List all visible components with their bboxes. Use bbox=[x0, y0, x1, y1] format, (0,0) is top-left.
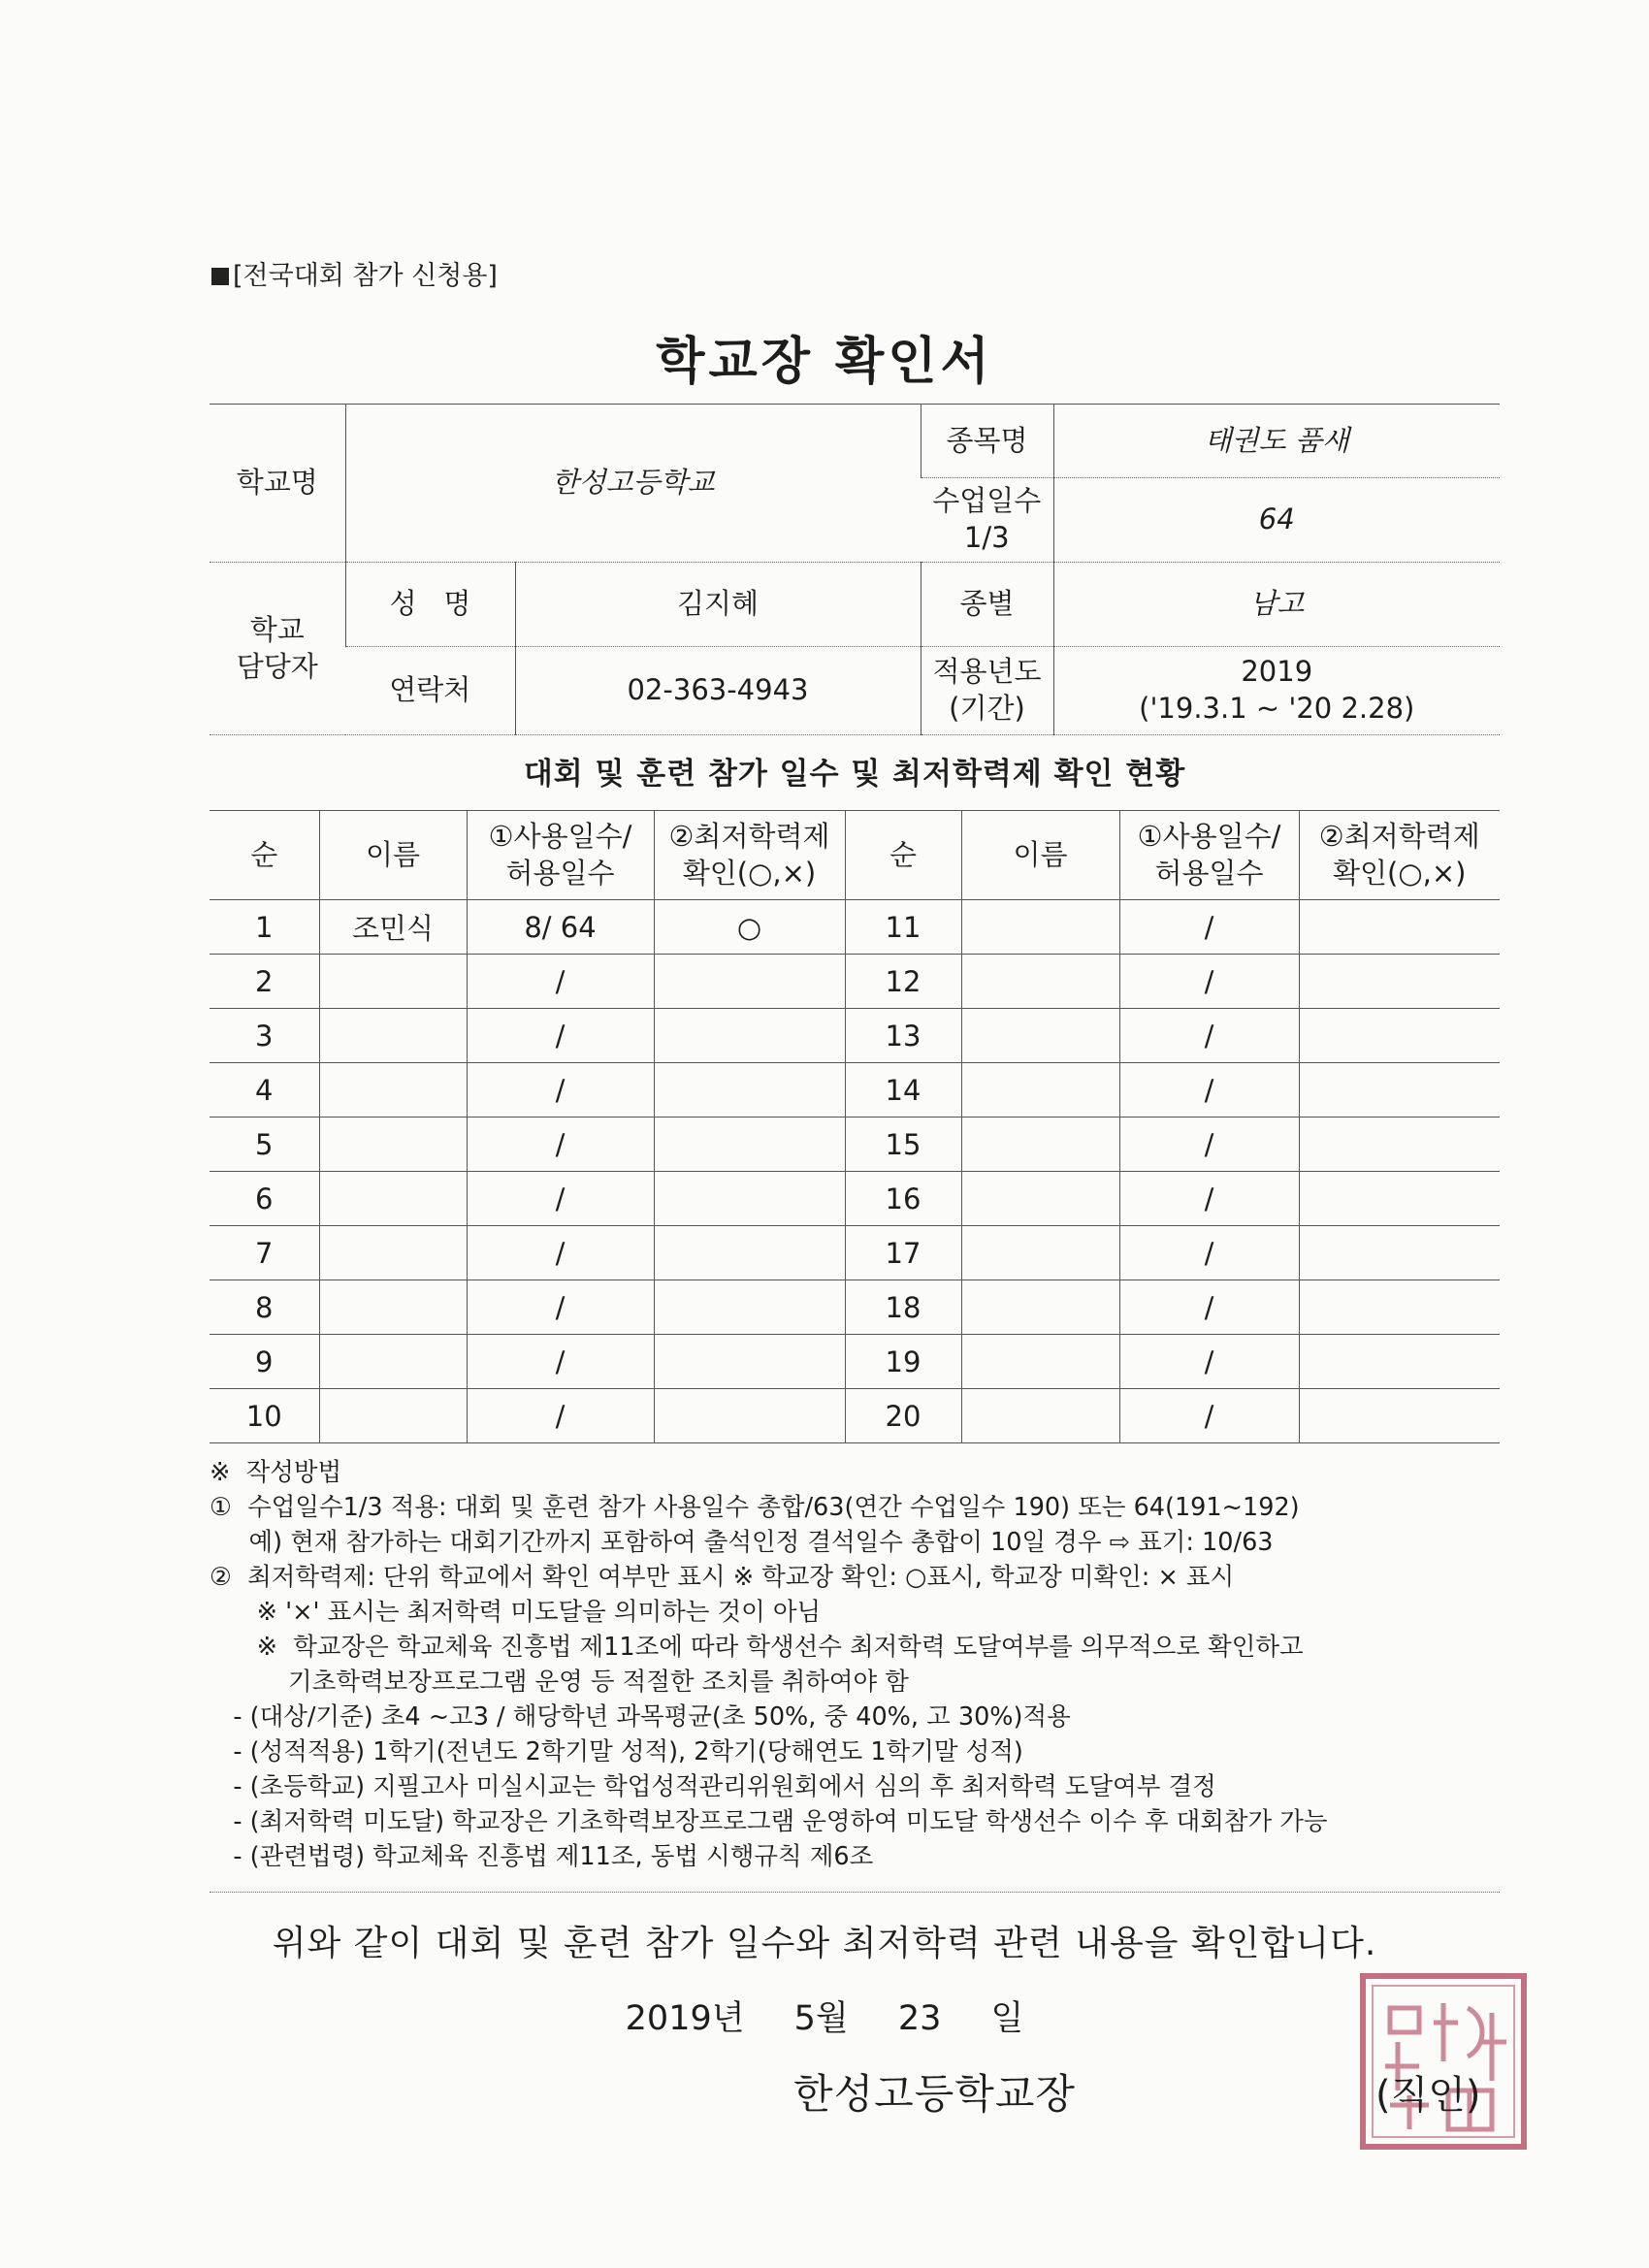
section-subtitle: 대회 및 훈련 참가 일수 및 최저학력제 확인 현황 bbox=[523, 757, 1186, 792]
table-row bbox=[210, 1389, 1500, 1443]
table-row bbox=[210, 955, 1500, 1009]
cell-name bbox=[961, 900, 1119, 955]
cell-days: / bbox=[1119, 1118, 1299, 1172]
division-value: 남고 bbox=[1053, 563, 1500, 647]
cell-no: 16 bbox=[845, 1172, 961, 1226]
header-name: 이름 bbox=[961, 811, 1119, 900]
header-no: 순 bbox=[845, 811, 961, 900]
cell-check bbox=[1299, 1226, 1500, 1280]
table-row bbox=[210, 1063, 1500, 1118]
instruction-line: ① 수업일수1/3 적용: 대회 및 훈련 참가 사용일수 총합/63(연간 수업일수 190) 또는 64(191~192) bbox=[210, 1493, 1300, 1522]
cell-check bbox=[654, 1009, 845, 1063]
table-row bbox=[210, 900, 1500, 955]
cell-name bbox=[319, 1063, 467, 1118]
cell-check bbox=[654, 1063, 845, 1118]
cell-days: / bbox=[1119, 1280, 1299, 1335]
cell-no: 19 bbox=[845, 1335, 961, 1389]
instruction-line: - (초등학교) 지필고사 미실시교는 학업성적관리위원회에서 심의 후 최저학력 도달여부 결정 bbox=[210, 1772, 1216, 1801]
cell-name bbox=[319, 1226, 467, 1280]
instruction-line: ※ 작성방법 bbox=[210, 1458, 342, 1487]
instruction-line: ② 최저학력제: 단위 학교에서 확인 여부만 표시 ※ 학교장 확인: ○표시, 학교장 미확인: × 표시 bbox=[210, 1563, 1235, 1592]
cell-check bbox=[1299, 900, 1500, 955]
cell-check bbox=[654, 1335, 845, 1389]
square-bullet-icon bbox=[211, 268, 229, 285]
cell-name bbox=[319, 955, 467, 1009]
cell-days: / bbox=[1119, 1009, 1299, 1063]
instruction-line: - (최저학력 미도달) 학교장은 기초학력보장프로그램 운영하여 미도달 학생선수 이수 후 대회참가 가능 bbox=[210, 1807, 1328, 1836]
cell-name: 조민식 bbox=[319, 900, 467, 955]
apply-year-value: 2019 ('19.3.1 ~ '20 2.28) bbox=[1053, 647, 1500, 735]
cell-days: / bbox=[467, 1280, 654, 1335]
cell-check bbox=[654, 1280, 845, 1335]
apply-year-label: 적용년도 (기간) bbox=[921, 647, 1053, 735]
cell-days: / bbox=[1119, 955, 1299, 1009]
table-row bbox=[210, 1280, 1500, 1335]
school-name-value: 한성고등학교 bbox=[345, 405, 921, 563]
table-row bbox=[210, 1335, 1500, 1389]
cell-check bbox=[1299, 1063, 1500, 1118]
cell-no: 9 bbox=[210, 1335, 319, 1389]
cell-days: / bbox=[1119, 1063, 1299, 1118]
cell-no: 13 bbox=[845, 1009, 961, 1063]
contact-label: 연락처 bbox=[345, 647, 515, 735]
instruction-line: ※ 학교장은 학교체육 진흥법 제11조에 따라 학생선수 최저학력 도달여부를 의무적으로 확인하고 bbox=[210, 1633, 1304, 1662]
contact-value: 02-363-4943 bbox=[515, 647, 921, 735]
cell-name bbox=[319, 1389, 467, 1443]
cell-check bbox=[654, 1226, 845, 1280]
instruction-line: 기초학력보장프로그램 운영 등 적절한 조치를 취하여야 함 bbox=[210, 1668, 909, 1697]
manager-name-value: 김지혜 bbox=[515, 563, 921, 647]
cell-no: 4 bbox=[210, 1063, 319, 1118]
table-row bbox=[210, 1172, 1500, 1226]
doc-type-label: [전국대회 참가 신청용] bbox=[211, 254, 498, 292]
manager-label: 학교 담당자 bbox=[210, 563, 345, 735]
writing-instructions bbox=[210, 1455, 1500, 1874]
cell-no: 20 bbox=[845, 1389, 961, 1443]
cell-check bbox=[1299, 1335, 1500, 1389]
cell-check bbox=[1299, 1172, 1500, 1226]
manager-name-label: 성 명 bbox=[345, 563, 515, 647]
cell-days: / bbox=[467, 1009, 654, 1063]
official-seal-stamp bbox=[1351, 1964, 1536, 2158]
cell-no: 3 bbox=[210, 1009, 319, 1063]
cell-check bbox=[1299, 955, 1500, 1009]
cell-name bbox=[961, 1389, 1119, 1443]
cell-name bbox=[961, 1335, 1119, 1389]
cell-no: 6 bbox=[210, 1172, 319, 1226]
cell-days: / bbox=[467, 1389, 654, 1443]
cell-name bbox=[961, 1009, 1119, 1063]
cell-days: / bbox=[1119, 900, 1299, 955]
seal-label: (직인) bbox=[1375, 2073, 1481, 2118]
cell-no: 18 bbox=[845, 1280, 961, 1335]
participation-table bbox=[210, 810, 1500, 1443]
cell-no: 11 bbox=[845, 900, 961, 955]
cell-name bbox=[961, 1063, 1119, 1118]
instruction-line: - (성적적용) 1학기(전년도 2학기말 성적), 2학기(당해연도 1학기말 성적) bbox=[210, 1737, 1023, 1766]
cell-name bbox=[319, 1118, 467, 1172]
header-days: ①사용일수/ 허용일수 bbox=[1119, 811, 1299, 900]
cell-name bbox=[961, 955, 1119, 1009]
divider bbox=[210, 1892, 1500, 1893]
cell-days: / bbox=[467, 1063, 654, 1118]
signer-name: 한성고등학교장 bbox=[793, 2070, 1077, 2118]
issue-date: 2019년 5월 23 일 bbox=[625, 1999, 1024, 2038]
school-name-label: 학교명 bbox=[210, 405, 345, 563]
cell-days: / bbox=[467, 1335, 654, 1389]
header-check: ②최저학력제 확인(○,×) bbox=[654, 811, 845, 900]
cell-check bbox=[654, 1118, 845, 1172]
instruction-line: - (관련법령) 학교체육 진흥법 제11조, 동법 시행규칙 제6조 bbox=[210, 1842, 874, 1871]
cell-check bbox=[1299, 1118, 1500, 1172]
cell-no: 7 bbox=[210, 1226, 319, 1280]
instruction-line: 예) 현재 참가하는 대회기간까지 포함하여 출석인정 결석일수 총합이 10일 경우 ⇨ 표기: 10/63 bbox=[210, 1528, 1274, 1557]
table-header-row bbox=[210, 811, 1500, 900]
instruction-line: - (대상/기준) 초4 ~고3 / 해당학년 과목평균(초 50%, 중 40%, 고 30%)적용 bbox=[210, 1702, 1071, 1732]
event-value: 태권도 품새 bbox=[1053, 405, 1500, 478]
cell-no: 17 bbox=[845, 1226, 961, 1280]
division-label: 종별 bbox=[921, 563, 1053, 647]
header-name: 이름 bbox=[319, 811, 467, 900]
cell-name bbox=[319, 1280, 467, 1335]
table-row bbox=[210, 1226, 1500, 1280]
cell-days: / bbox=[1119, 1172, 1299, 1226]
cell-days: / bbox=[1119, 1335, 1299, 1389]
cell-no: 10 bbox=[210, 1389, 319, 1443]
cell-name bbox=[961, 1280, 1119, 1335]
cell-check bbox=[654, 1389, 845, 1443]
cell-name bbox=[961, 1226, 1119, 1280]
cell-days: / bbox=[467, 955, 654, 1009]
cell-no: 2 bbox=[210, 955, 319, 1009]
header-check: ②최저학력제 확인(○,×) bbox=[1299, 811, 1500, 900]
cell-no: 1 bbox=[210, 900, 319, 955]
cell-check bbox=[1299, 1280, 1500, 1335]
cell-check bbox=[654, 1172, 845, 1226]
cell-name bbox=[961, 1172, 1119, 1226]
cell-days: 8/ 64 bbox=[467, 900, 654, 955]
info-table bbox=[210, 404, 1500, 735]
cell-check: ○ bbox=[654, 900, 845, 955]
class-days-value: 64 bbox=[1053, 478, 1500, 563]
cell-name bbox=[319, 1335, 467, 1389]
cell-no: 15 bbox=[845, 1118, 961, 1172]
table-row bbox=[210, 1009, 1500, 1063]
cell-no: 5 bbox=[210, 1118, 319, 1172]
cell-name bbox=[961, 1118, 1119, 1172]
cell-no: 12 bbox=[845, 955, 961, 1009]
cell-days: / bbox=[467, 1226, 654, 1280]
cell-days: / bbox=[1119, 1389, 1299, 1443]
header-days: ①사용일수/ 허용일수 bbox=[467, 811, 654, 900]
event-label: 종목명 bbox=[921, 405, 1053, 478]
cell-no: 8 bbox=[210, 1280, 319, 1335]
cell-name bbox=[319, 1009, 467, 1063]
instruction-line: ※ '×' 표시는 최저학력 미도달을 의미하는 것이 아님 bbox=[210, 1598, 822, 1627]
confirmation-statement: 위와 같이 대회 및 훈련 참가 일수와 최저학력 관련 내용을 확인합니다. bbox=[272, 1924, 1377, 1963]
cell-check bbox=[1299, 1389, 1500, 1443]
header-no: 순 bbox=[210, 811, 319, 900]
cell-name bbox=[319, 1172, 467, 1226]
cell-check bbox=[1299, 1009, 1500, 1063]
cell-check bbox=[654, 955, 845, 1009]
cell-days: / bbox=[467, 1118, 654, 1172]
cell-no: 14 bbox=[845, 1063, 961, 1118]
page-title: 학교장 확인서 bbox=[656, 333, 993, 391]
table-row bbox=[210, 1118, 1500, 1172]
cell-days: / bbox=[1119, 1226, 1299, 1280]
cell-days: / bbox=[467, 1172, 654, 1226]
class-days-label: 수업일수 1/3 bbox=[921, 478, 1053, 563]
